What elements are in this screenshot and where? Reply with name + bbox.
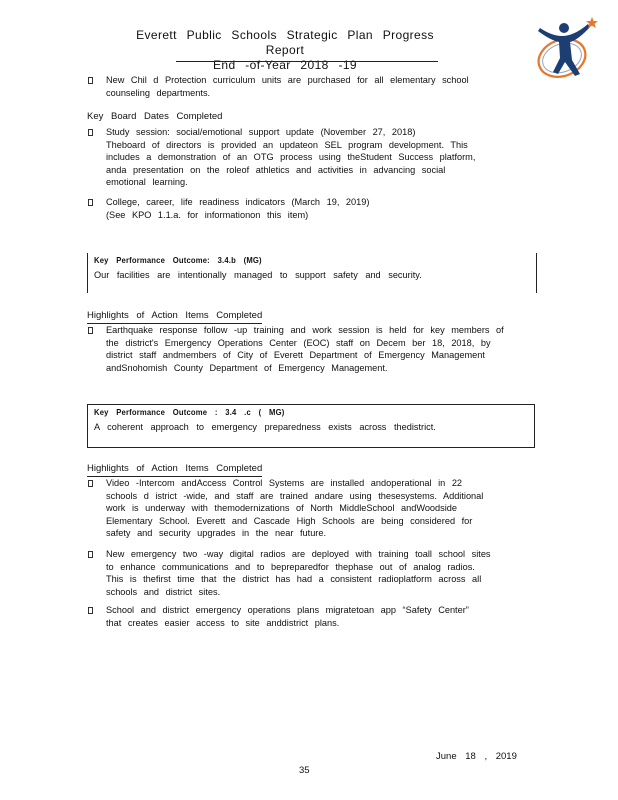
highlights-heading: Highlights of Action Items Completed xyxy=(87,463,262,477)
kpo-statement: A coherent approach to emergency preparedness exists across thedistrict. xyxy=(94,422,436,432)
kpo-statement: Our facilities are intentionally managed to support safety and security. xyxy=(94,270,422,280)
safety-center-item: School and district emergency operations plans migratetoan app “Safety Center” that creates easier access to site anddistrict plans. xyxy=(106,605,469,628)
bullet-glyph xyxy=(88,548,93,561)
study-session-item: Study session: social/emotional support update (November 27, 2018) Theboard of directors is provided an updateon SEL program development. This includes a demonstration of an OTG process using theStudent Success platform, anda presentation on the roleof athletics and activities in advancing social emotional learning. xyxy=(106,127,476,187)
kpo-label: Key Performance Outcome: 3.4.b (MG) xyxy=(94,255,262,265)
earthquake-training-item: Earthquake response follow -up training and work session is held for key members of the district's Emergency Operations Center (EOC) staff on Decem ber 18, 2018, by district staff andmembers of City of Everett Department of Emergency Management andSnohomish County Department of Emergency Management. xyxy=(106,325,504,373)
highlights-heading: Highlights of Action Items Completed xyxy=(87,310,262,324)
bullet-glyph xyxy=(88,126,93,139)
title-underline xyxy=(176,61,438,62)
bullet-glyph xyxy=(88,604,93,617)
person-reaching-star-logo xyxy=(532,14,600,82)
report-title xyxy=(120,28,450,73)
bullet-glyph xyxy=(88,477,93,490)
bullet-glyph xyxy=(88,324,93,337)
digital-radios-item: New emergency two -way digital radios are deployed with training toall school sites to enhance communications and to bepreparedfor thephase out of analog radios. This is thefirst time that the district has had a consistent radioplatform across all schools and district sites. xyxy=(106,549,491,597)
video-intercom-item: Video -Intercom andAccess Control Systems are installed andoperational in 22 schools d istrict -wide, and staff are trained andare using thesesystems. Additional work is underway with themodernizations of North MiddleSchool andWoodside Elementary School. Everett and Cascade High Schools are being considered for safety and security upgrades in the near future. xyxy=(106,478,484,538)
bullet-glyph xyxy=(88,196,93,209)
footer-date: June 18 , 2019 xyxy=(436,751,517,762)
college-career-item: College, career, life readiness indicators (March 19, 2019) (See KPO 1.1.a. for informationon this item) xyxy=(106,197,370,220)
kpo-box-3-4-c xyxy=(87,404,535,448)
key-board-dates-heading: Key Board Dates Completed xyxy=(87,111,223,122)
report-title-line2: End -of-Year 2018 -19 xyxy=(212,58,358,72)
intro-bullet-text: New Chil d Protection curriculum units are purchased for all elementary school counseling departments. xyxy=(106,75,469,98)
kpo-label: Key Performance Outcome : 3.4 .c ( MG) xyxy=(94,407,285,417)
bullet-glyph xyxy=(88,74,93,87)
kpo-box-3-4-b xyxy=(87,253,537,293)
report-title-line1: Everett Public Schools Strategic Plan Progress Report xyxy=(136,28,434,57)
page-number: 35 xyxy=(299,765,310,776)
